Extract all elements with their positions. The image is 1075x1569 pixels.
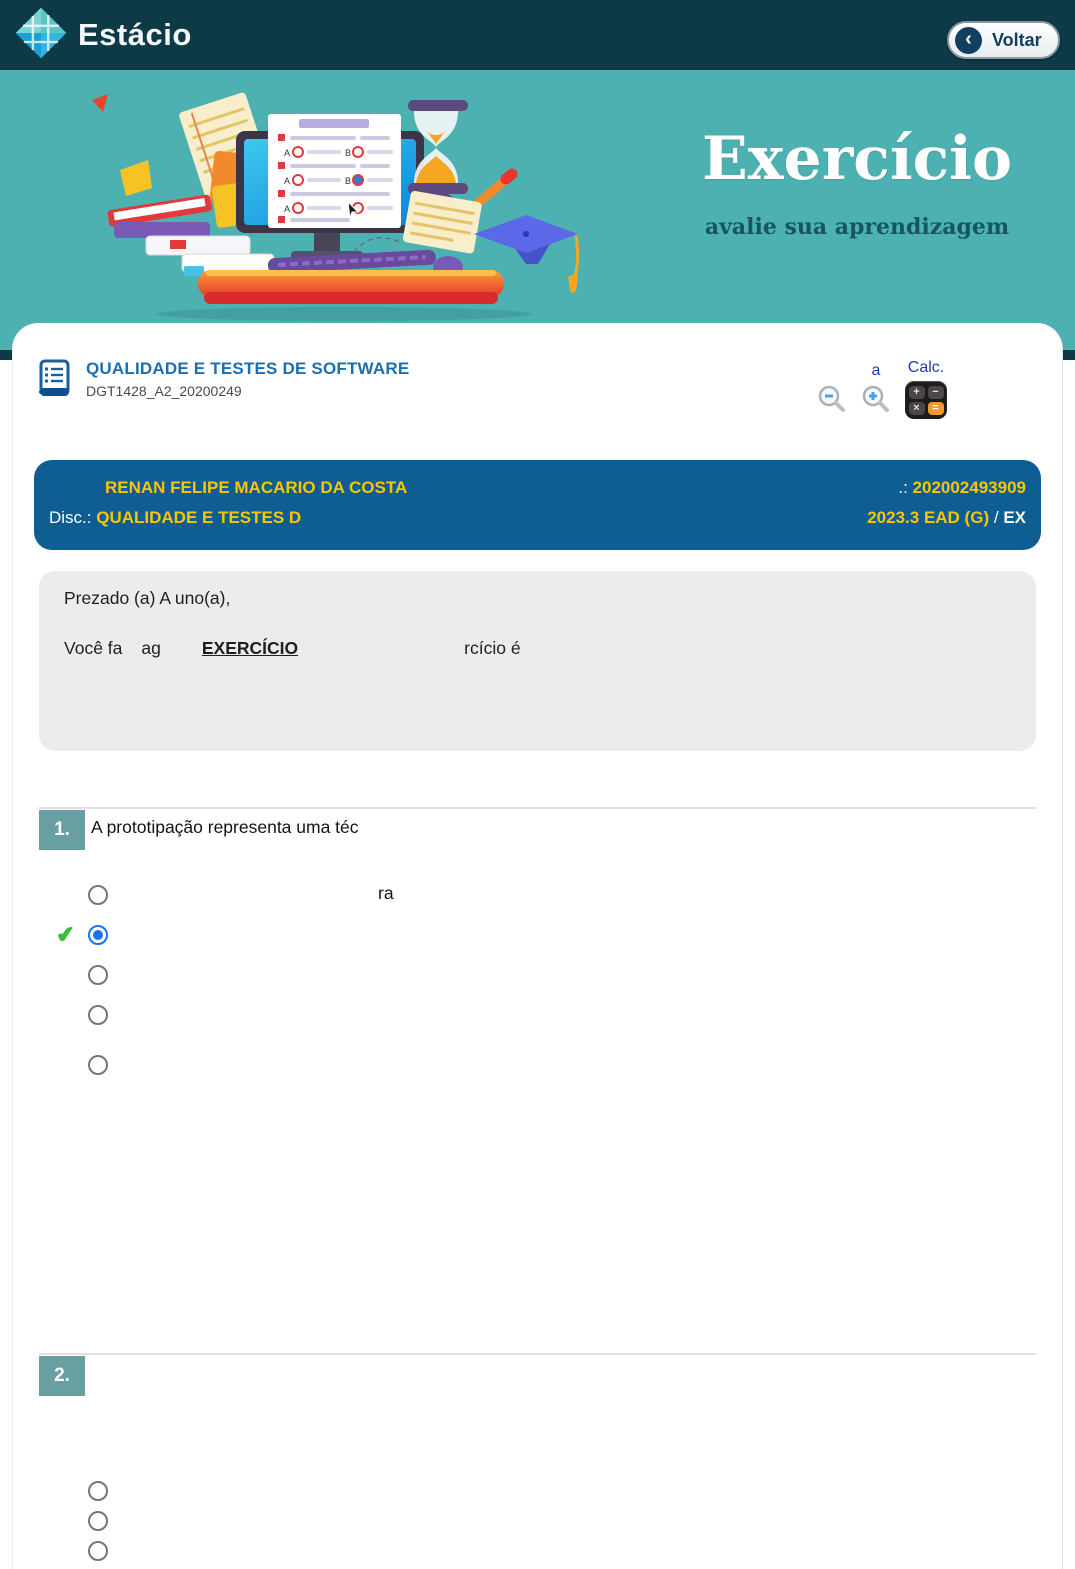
- student-info-bar: [34, 460, 1041, 550]
- question-1-options: [39, 885, 1036, 1095]
- course-title: QUALIDADE E TESTES DE SOFTWARE: [86, 359, 410, 378]
- exercise-illustration: [86, 84, 626, 329]
- calc-equals-key: =: [928, 402, 944, 415]
- banner-subtitle: avalie sua aprendizagem: [704, 214, 1010, 240]
- back-button[interactable]: [947, 21, 1060, 59]
- option-row: [39, 885, 1036, 925]
- content-card: [12, 323, 1063, 1569]
- notice-fragment-1: Você fa: [64, 638, 123, 658]
- banner-title: Exercício: [702, 124, 1012, 194]
- discipline-name: QUALIDADE E TESTES D: [96, 508, 302, 527]
- radio-option[interactable]: [88, 885, 108, 905]
- radio-option[interactable]: [88, 965, 108, 985]
- question-1: [39, 807, 1036, 1095]
- calc-plus-key: +: [909, 386, 925, 399]
- course-notes-icon: [39, 359, 72, 419]
- calculator-icon[interactable]: [905, 381, 947, 419]
- option-row-selected: [39, 921, 1036, 965]
- radio-option[interactable]: [88, 1541, 108, 1561]
- svg-text:B: B: [345, 148, 352, 158]
- top-header: [0, 0, 1075, 70]
- term-slash: /: [993, 508, 999, 527]
- notice-box: [39, 571, 1036, 751]
- course-header: [13, 359, 1062, 419]
- brand: [14, 5, 192, 66]
- option-label: ra: [378, 883, 394, 903]
- option-row: [39, 1005, 1036, 1045]
- question-1-number-badge: 1.: [39, 810, 85, 850]
- estacio-logo-icon: [14, 5, 68, 66]
- question-2-number-badge: 2.: [39, 1356, 85, 1396]
- radio-option[interactable]: [88, 1481, 108, 1501]
- svg-text:A: A: [284, 176, 291, 186]
- notice-fragment-3: rcício é: [464, 638, 521, 658]
- option-row: [39, 965, 1036, 1005]
- correct-check-icon: ✔: [54, 921, 76, 948]
- svg-text:B: B: [345, 176, 352, 186]
- brand-name: Estácio: [78, 17, 192, 52]
- zoom-in-icon[interactable]: [861, 384, 891, 419]
- student-name: RENAN FELIPE MACARIO DA COSTA: [105, 478, 408, 497]
- term-suffix: EX: [1003, 508, 1026, 527]
- radio-option-selected[interactable]: [88, 925, 108, 945]
- banner-text: [697, 126, 1017, 240]
- toolbar: [817, 359, 947, 419]
- calc-times-key: ×: [909, 402, 925, 415]
- radio-option[interactable]: [88, 1511, 108, 1531]
- calc-minus-key: −: [928, 386, 944, 399]
- radio-option[interactable]: [88, 1055, 108, 1075]
- option-row: [39, 1511, 1036, 1541]
- notice-fragment-2: ag: [141, 638, 161, 658]
- zoom-in-label: a: [871, 362, 881, 379]
- course-code: DGT1428_A2_20200249: [86, 383, 242, 399]
- registration-prefix: .:: [898, 478, 908, 497]
- back-label: Voltar: [992, 29, 1042, 50]
- option-row: [39, 1055, 1036, 1095]
- zoom-out-icon[interactable]: [817, 384, 847, 419]
- question-1-text: A prototipação representa uma téc: [91, 817, 359, 837]
- hero-banner: [0, 70, 1075, 360]
- calc-label: Calc.: [907, 359, 945, 376]
- option-row: [39, 1481, 1036, 1511]
- option-row: [39, 1541, 1036, 1569]
- discipline-label: Disc.:: [49, 508, 92, 527]
- notice-highlight: EXERCÍCIO: [201, 638, 299, 658]
- term: 2023.3 EAD (G): [867, 508, 990, 527]
- svg-text:A: A: [284, 204, 291, 214]
- registration-number: 202002493909: [912, 478, 1026, 497]
- question-2-options: [39, 1481, 1036, 1569]
- back-chevron-icon: ‹: [955, 27, 982, 54]
- question-2: [39, 1353, 1036, 1569]
- svg-text:A: A: [284, 148, 291, 158]
- question-2-text: [85, 1356, 91, 1396]
- notice-greeting: Prezado (a) A uno(a),: [64, 588, 231, 608]
- radio-option[interactable]: [88, 1005, 108, 1025]
